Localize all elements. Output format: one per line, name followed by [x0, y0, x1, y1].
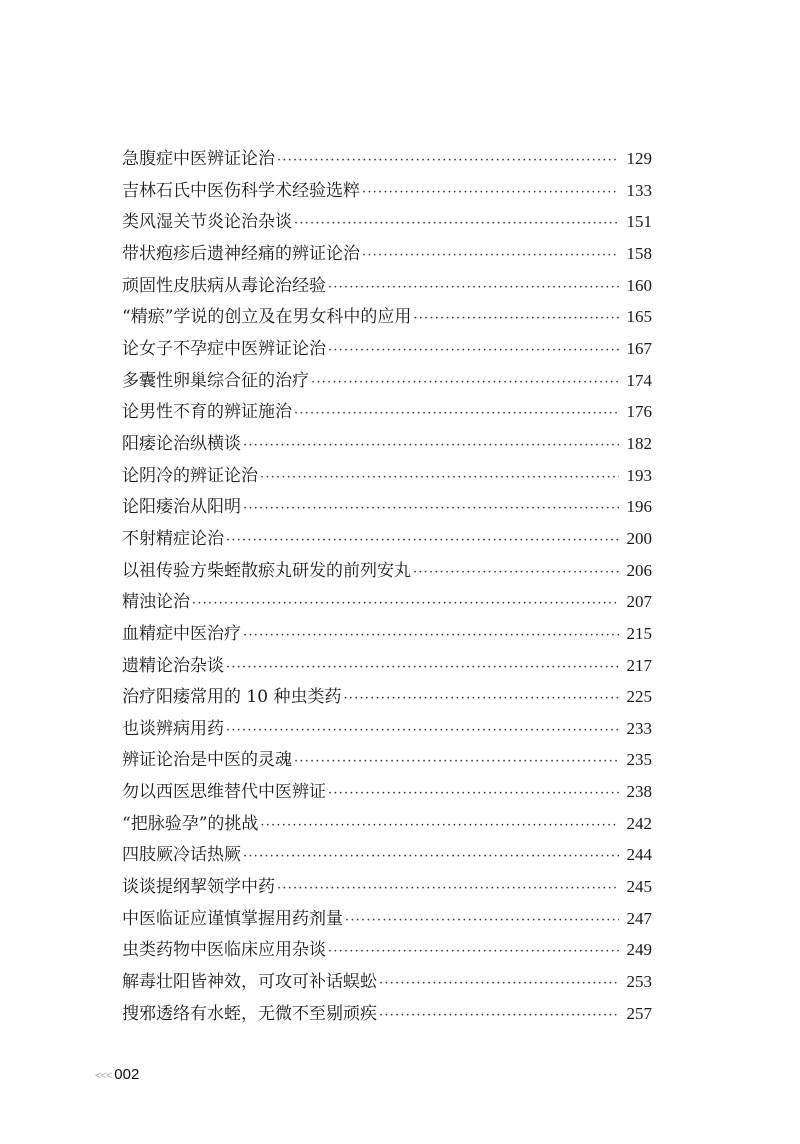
toc-entry[interactable] — [122, 777, 652, 809]
toc-entry[interactable] — [122, 745, 652, 777]
dot-leader — [328, 944, 619, 959]
dot-leader — [413, 565, 619, 580]
table-of-contents — [122, 144, 652, 1030]
toc-entry-title: 多囊性卵巢综合征的治疗 — [122, 370, 309, 391]
toc-entry-page: 238 — [626, 782, 652, 802]
toc-entry-title: 中医临证应谨慎掌握用药剂量 — [122, 908, 343, 929]
dot-leader — [243, 501, 619, 516]
toc-entry[interactable] — [122, 524, 652, 556]
toc-entry-page: 200 — [626, 528, 652, 548]
dot-leader — [243, 849, 619, 864]
toc-entry-title: 吉林石氏中医伤科学术经验选粹 — [122, 180, 360, 201]
toc-entry-title: 急腹症中医辨证论治 — [122, 149, 275, 169]
dot-leader — [379, 976, 619, 991]
toc-entry-page: 129 — [626, 149, 652, 168]
dot-leader — [343, 691, 618, 706]
toc-entry-title: 勿以西医思维替代中医辨证 — [122, 782, 326, 803]
toc-entry[interactable] — [122, 587, 652, 619]
toc-entry-title: 遗精论治杂谈 — [122, 655, 224, 676]
toc-entry-page: 247 — [626, 908, 652, 928]
dot-leader — [243, 438, 619, 453]
dot-leader — [345, 913, 619, 928]
toc-entry[interactable] — [122, 999, 652, 1031]
toc-entry[interactable] — [122, 872, 652, 904]
toc-entry-title: 精浊论治 — [122, 592, 190, 613]
toc-entry-title: 论阴冷的辨证论治 — [122, 465, 258, 486]
toc-entry[interactable] — [122, 935, 652, 967]
toc-entry-page: 196 — [626, 497, 652, 517]
footer-arrows: <<< — [95, 1070, 112, 1082]
toc-entry-page: 193 — [626, 465, 652, 485]
dot-leader — [260, 470, 619, 485]
toc-entry-title: 顽固性皮肤病从毒论治经验 — [122, 275, 326, 296]
dot-leader — [226, 723, 619, 738]
toc-entry[interactable] — [122, 397, 652, 429]
toc-entry-page: 165 — [626, 307, 652, 327]
toc-entry-title: 论男性不育的辨证施治 — [122, 402, 292, 423]
toc-entry-title: “把脉验孕”的挑战 — [122, 813, 259, 834]
dot-leader — [277, 881, 619, 896]
toc-entry-page: 245 — [626, 877, 652, 897]
toc-entry-page: 217 — [626, 655, 652, 675]
toc-entry-title: 治疗阳痿常用的 10 种虫类药 — [122, 687, 342, 708]
dot-leader — [379, 1008, 619, 1023]
dot-leader — [362, 248, 619, 263]
toc-entry[interactable] — [122, 207, 652, 239]
toc-entry-page: 174 — [626, 370, 652, 390]
toc-entry-page: 249 — [626, 940, 652, 960]
toc-entry-page: 244 — [626, 845, 652, 865]
toc-entry-title: 阳痿论治纵横谈 — [122, 433, 241, 454]
dot-leader — [294, 754, 619, 769]
toc-entry[interactable] — [122, 429, 652, 461]
toc-entry-page: 206 — [626, 560, 652, 580]
toc-entry-title: 虫类药物中医临床应用杂谈 — [122, 940, 326, 961]
toc-entry[interactable] — [122, 144, 652, 176]
toc-entry[interactable] — [122, 809, 652, 841]
toc-entry-title: 辨证论治是中医的灵魂 — [122, 750, 292, 771]
toc-entry-page: 235 — [626, 750, 652, 770]
toc-entry-title: 论阳痿治从阳明 — [122, 497, 241, 518]
dot-leader — [226, 660, 619, 675]
toc-entry-page: 158 — [626, 243, 652, 263]
toc-entry[interactable] — [122, 302, 652, 334]
dot-leader — [328, 786, 619, 801]
toc-entry[interactable] — [122, 366, 652, 398]
toc-entry-title: 血精症中医治疗 — [122, 623, 241, 644]
toc-entry-title: 谈谈提纲挈领学中药 — [122, 877, 275, 898]
dot-leader — [226, 533, 619, 548]
toc-entry-page: 253 — [626, 972, 652, 992]
dot-leader — [328, 343, 619, 358]
toc-entry[interactable] — [122, 651, 652, 683]
toc-entry-title: 论女子不孕症中医辨证论治 — [122, 338, 326, 359]
toc-entry-title: 类风湿关节炎论治杂谈 — [122, 212, 292, 233]
toc-entry-title: 不射精症论治 — [122, 528, 224, 549]
dot-leader — [260, 818, 618, 833]
page-number: 002 — [114, 1066, 140, 1083]
dot-leader — [294, 216, 619, 231]
toc-entry-page: 233 — [626, 718, 652, 738]
toc-entry-page: 242 — [626, 813, 652, 833]
toc-entry-page: 207 — [626, 592, 652, 612]
dot-leader — [192, 596, 619, 611]
toc-entry-page: 182 — [626, 433, 652, 453]
toc-entry[interactable] — [122, 619, 652, 651]
toc-entry[interactable] — [122, 714, 652, 746]
dot-leader — [413, 311, 618, 326]
toc-entry-page: 225 — [626, 687, 652, 707]
toc-entry[interactable] — [122, 840, 652, 872]
toc-entry[interactable] — [122, 176, 652, 208]
toc-entry[interactable] — [122, 967, 652, 999]
toc-entry-page: 176 — [626, 402, 652, 422]
toc-entry[interactable] — [122, 682, 652, 714]
toc-entry-title: 带状疱疹后遗神经痛的辨证论治 — [122, 243, 360, 264]
dot-leader — [311, 375, 619, 390]
toc-entry[interactable] — [122, 334, 652, 366]
toc-entry-title: 也谈辨病用药 — [122, 718, 224, 739]
toc-entry-page: 167 — [626, 338, 652, 358]
toc-entry-title: 搜邪透络有水蛭，无微不至剔顽疾 — [122, 1003, 377, 1024]
toc-entry[interactable] — [122, 492, 652, 524]
dot-leader — [243, 628, 619, 643]
dot-leader — [277, 153, 619, 168]
toc-entry-page: 257 — [626, 1003, 652, 1023]
toc-entry[interactable] — [122, 461, 652, 493]
toc-entry[interactable] — [122, 271, 652, 303]
page-footer — [95, 1066, 139, 1083]
toc-entry[interactable] — [122, 239, 652, 271]
dot-leader — [362, 185, 619, 200]
toc-entry[interactable] — [122, 556, 652, 588]
toc-entry[interactable] — [122, 904, 652, 936]
toc-entry-page: 133 — [626, 180, 652, 200]
dot-leader — [328, 280, 619, 295]
dot-leader — [294, 406, 619, 421]
toc-entry-title: 以祖传验方柴蛭散瘀丸研发的前列安丸 — [122, 560, 411, 581]
toc-entry-title: 解毒壮阳皆神效，可攻可补话蜈蚣 — [122, 972, 377, 993]
toc-entry-page: 215 — [626, 623, 652, 643]
toc-entry-title: “精瘀”学说的创立及在男女科中的应用 — [122, 307, 412, 328]
toc-entry-page: 151 — [626, 212, 652, 232]
toc-entry-page: 160 — [626, 275, 652, 295]
toc-entry-title: 四肢厥冷话热厥 — [122, 845, 241, 866]
